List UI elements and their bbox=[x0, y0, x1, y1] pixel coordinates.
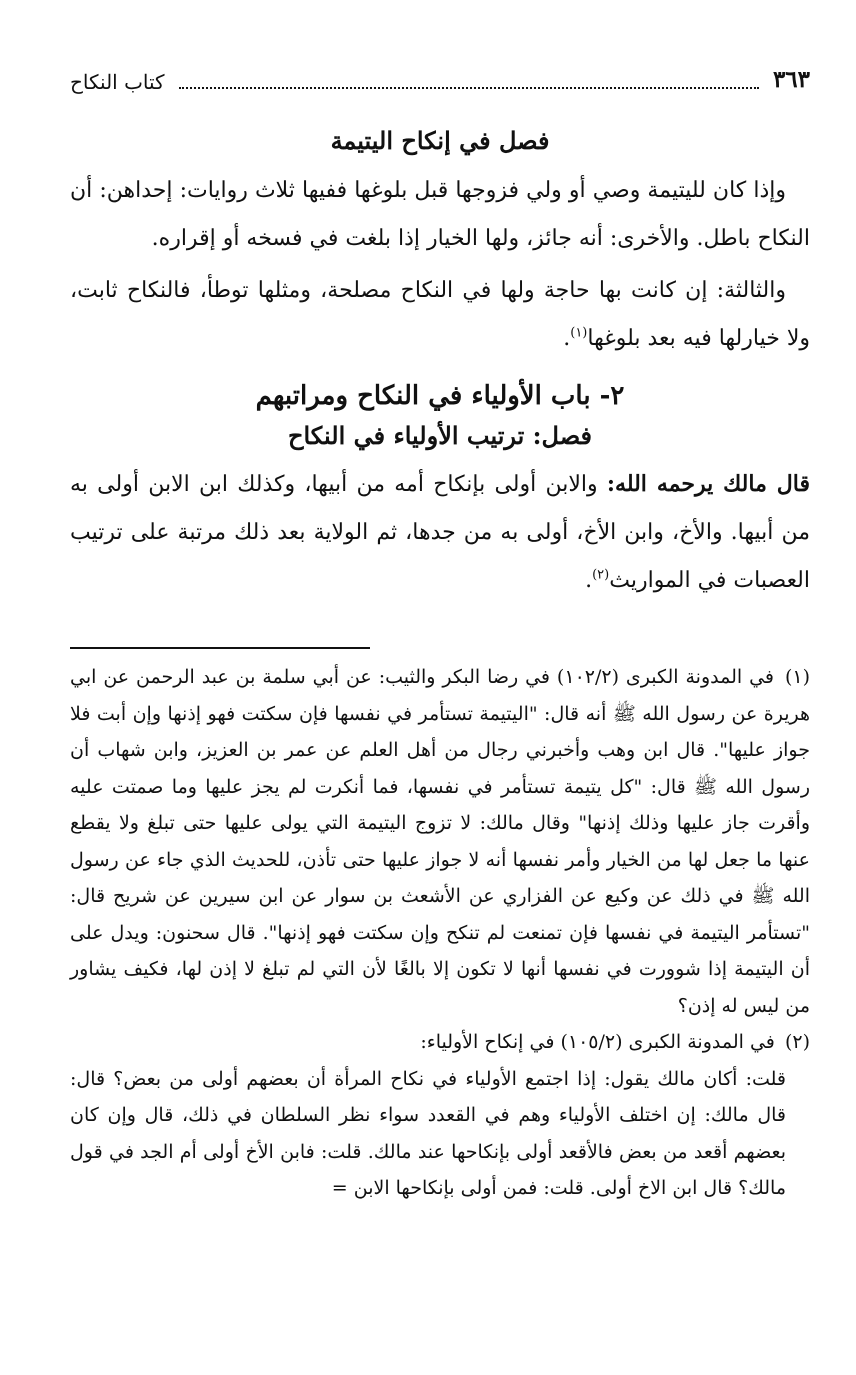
footnote-2 bbox=[70, 1024, 810, 1061]
malik-lead: قال مالك يرحمه الله: bbox=[606, 471, 810, 497]
section-title: فصل في إنكاح اليتيمة bbox=[330, 126, 550, 155]
footnote-1 bbox=[70, 659, 810, 1024]
chapter-subtitle: فصل: ترتيب الأولياء في النكاح bbox=[287, 421, 592, 450]
chapter-title: ٢- باب الأولياء في النكاح ومراتبهم bbox=[255, 381, 625, 411]
footnote-2-number: (٢) bbox=[784, 1031, 810, 1053]
footnote-1-number: (١) bbox=[784, 666, 810, 688]
footnote-2-intro: في المدونة الكبرى (١٠٥/٢) في إنكاح الأولياء: bbox=[420, 1031, 775, 1053]
footnote-1-text: في المدونة الكبرى (١٠٢/٢) في رضا البكر والثيب: عن أبي سلمة بن عبد الرحمن عن ابي هريرة عن رسول الله ﷺ أنه قال: "اليتيمة تستأمر في نفسها فإن سكتت فهو إذنها وإن أبت فلا جواز عليها". قال ابن وهب وأخبرني رجال من أهل العلم عن عمر بن العزيز، وابن شهاب أن رسول الله ﷺ قال: "كل يتيمة تستأمر في نفسها، فما أنكرت لم يجز عليها وما صمتت عليه وأقرت جاز عليها وذلك إذنها" وقال مالك: لا تزوج اليتيمة التي يولى عليها حتى تبلغ ولا يقطع عنها ما جعل لها من الخيار وأمر نفسها أنه لا جواز عليها حتى تأذن، للحديث الذي جاء عن رسول الله ﷺ في ذلك عن وكيع عن الفزاري عن الأشعث بن سوار عن ابن سيرين عن شريح قال: "تستأمر اليتيمة في نفسها فإن تمنعت لم تنكح وإن سكتت فهو إذنها". قال سحنون: ويدل على أن اليتيمة إذا شوورت في نفسها أنها لا تكون إلا بالغًا لأن التي لم تبلغ لا إذن لها، فكيف يشاور من ليس له إذن؟ bbox=[70, 666, 810, 1017]
paragraph-third-narration bbox=[70, 267, 810, 363]
footnote-separator bbox=[70, 647, 370, 649]
malik-saying-text: والابن أولى بإنكاح أمه من أبيها، وكذلك ابن الابن أولى به من أبيها. والأخ، وابن الأخ، أولى به من جدها، ثم الولاية بعد ذلك مرتبة على ترتيب العصبات في المواريث bbox=[70, 472, 810, 593]
book-page bbox=[70, 55, 810, 1207]
header-dot-leader bbox=[179, 86, 759, 89]
footnotes bbox=[70, 659, 810, 1207]
running-header bbox=[70, 55, 810, 95]
paragraph-three-narrations: وإذا كان لليتيمة وصي أو ولي فزوجها قبل بلوغها ففيها ثلاث روايات: إحداهن: أن النكاح باطل. والأخرى: أنه جائز، ولها الخيار إذا بلغت في فسخه أو إقراره. bbox=[70, 178, 810, 251]
book-title: كتاب النكاح bbox=[70, 70, 165, 94]
footnote-ref-1: (١) bbox=[570, 325, 588, 341]
footnote-2-body: قلت: أكان مالك يقول: إذا اجتمع الأولياء في نكاح المرأة أن بعضهم أولى من بعض؟ قال: قال مالك: إن اختلف الأولياء وهم في القعدد سواء نظر السلطان في ذلك، قال وإن كان بعضهم أقعد من بعض فالأقعد أولى بإنكاحها عند مالك. قلت: فابن الأخ أولى أم الجد في قول مالك؟ قال ابن الاخ أولى. قلت: فمن أولى بإنكاحها الابن = bbox=[70, 1067, 786, 1199]
paragraph-malik-saying bbox=[70, 460, 810, 605]
footnote-ref-2: (٢) bbox=[592, 567, 610, 583]
page-number: ٣٦٣ bbox=[772, 66, 810, 94]
paragraph-third-narration-text: والثالثة: إن كانت بها حاجة ولها في النكاح مصلحة، ومثلها توطأ، فالنكاح ثابت، ولا خيارلها فيه بعد بلوغها bbox=[70, 278, 810, 351]
paragraph-end-mark: . bbox=[563, 326, 571, 351]
malik-end-mark: . bbox=[585, 568, 593, 593]
